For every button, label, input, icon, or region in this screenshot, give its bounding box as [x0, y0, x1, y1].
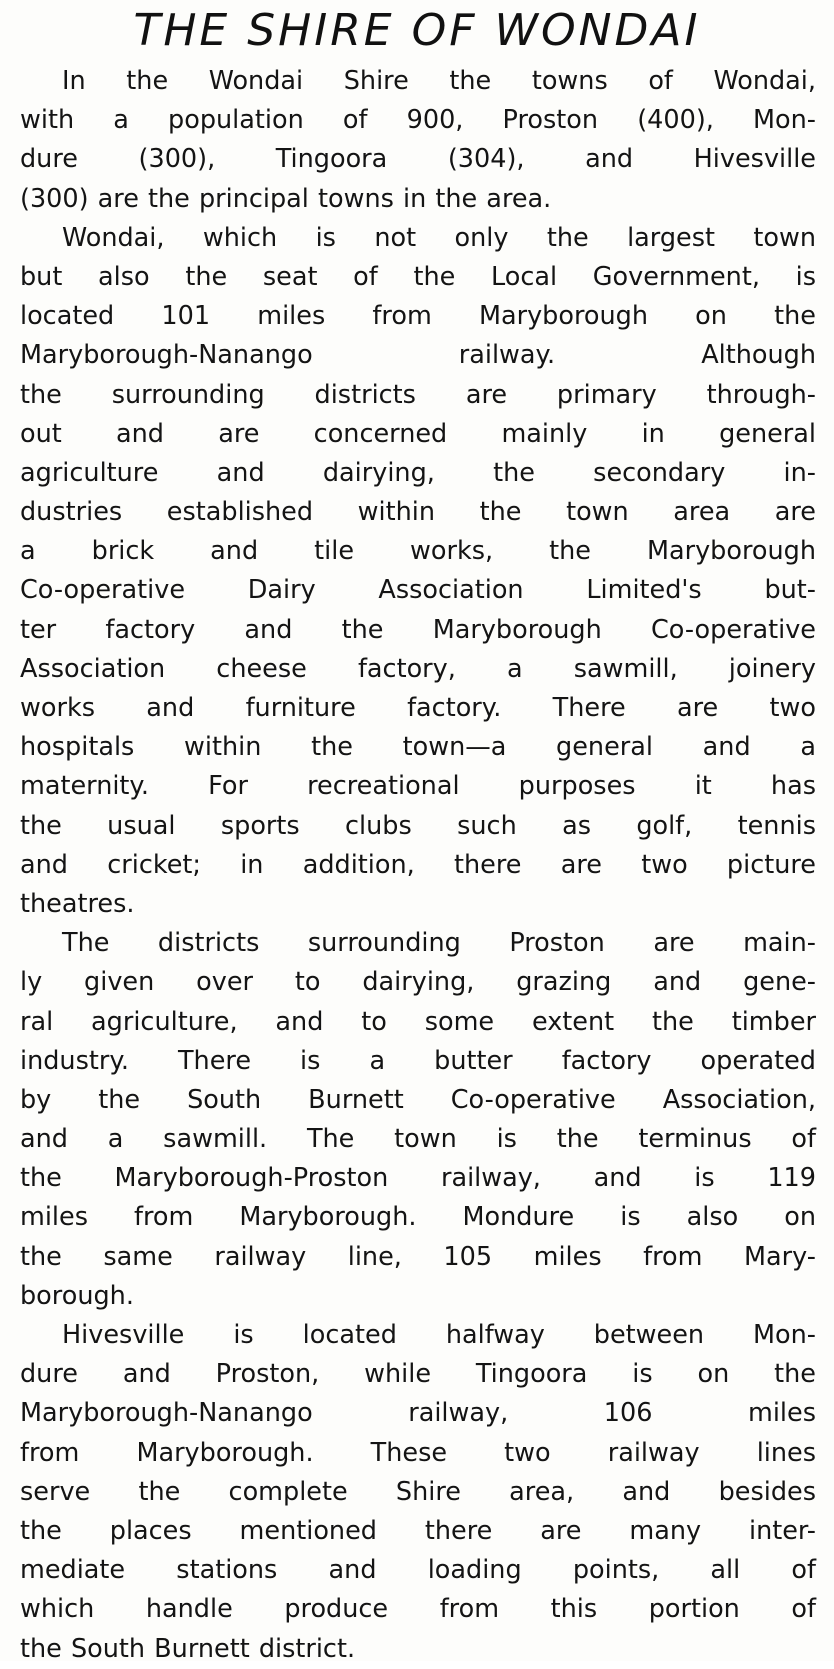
text-line: the usual sports clubs such as golf, tennis	[20, 810, 816, 841]
text-line: Wondai, which is not only the largest town	[62, 222, 816, 253]
text-line: hospitals within the town—a general and a	[20, 732, 816, 763]
text-line: theatres.	[20, 888, 135, 919]
text-line: Hivesville is located halfway between Mon-	[62, 1320, 816, 1350]
text-line: ly given over to dairying, grazing and gene-	[20, 967, 816, 998]
article-body	[20, 62, 816, 1669]
text-line: the surrounding districts are primary through-	[20, 379, 816, 410]
text-line: mediate stations and loading points, all of	[20, 1555, 816, 1586]
text-line: borough.	[20, 1280, 134, 1311]
text-line: the South Burnett district.	[20, 1633, 356, 1664]
text-line: out and are concerned mainly in general	[20, 418, 816, 449]
text-line: with a population of 900, Proston (400), Mon-	[20, 105, 816, 136]
text-line: miles from Maryborough. Mondure is also on	[20, 1202, 816, 1233]
text-line: (300) are the principal towns in the area.	[20, 183, 552, 214]
text-line: ter factory and the Maryborough Co-operative	[20, 614, 816, 645]
text-line: the places mentioned there are many inter-	[20, 1515, 816, 1546]
text-line: which handle produce from this portion of	[20, 1594, 816, 1625]
text-line: Maryborough-Nanango railway, 106 miles	[20, 1398, 816, 1429]
text-line: dustries established within the town area are	[20, 497, 816, 528]
text-line: agriculture and dairying, the secondary in-	[20, 457, 816, 488]
text-line: Association cheese factory, a sawmill, joinery	[20, 653, 816, 684]
text-line: Maryborough-Nanango railway. Although	[20, 340, 816, 371]
text-line: from Maryborough. These two railway lines	[20, 1437, 816, 1468]
text-line: Co-operative Dairy Association Limited's but-	[20, 575, 816, 606]
text-line: ral agriculture, and to some extent the timber	[20, 1006, 816, 1037]
text-line: serve the complete Shire area, and besides	[20, 1476, 816, 1507]
text-line: industry. There is a butter factory operated	[20, 1045, 816, 1076]
text-line: maternity. For recreational purposes it has	[20, 771, 816, 802]
text-line: by the South Burnett Co-operative Association,	[20, 1084, 816, 1115]
text-line: works and furniture factory. There are two	[20, 693, 816, 723]
text-line: The districts surrounding Proston are main-	[62, 928, 816, 959]
text-line: In the Wondai Shire the towns of Wondai,	[62, 66, 816, 96]
text-line: the Maryborough-Proston railway, and is 119	[20, 1163, 816, 1194]
text-line: dure (300), Tingoora (304), and Hivesville	[20, 144, 816, 175]
text-line: the same railway line, 105 miles from Mary-	[20, 1241, 816, 1272]
text-line: and cricket; in addition, there are two picture	[20, 849, 816, 880]
text-line: dure and Proston, while Tingoora is on the	[20, 1359, 816, 1390]
text-line: and a sawmill. The town is the terminus of	[20, 1124, 816, 1155]
text-line: located 101 miles from Maryborough on the	[20, 301, 816, 332]
article-headline: THE SHIRE OF WONDAI	[133, 5, 701, 56]
text-line: but also the seat of the Local Government, is	[20, 261, 816, 292]
text-line: a brick and tile works, the Maryborough	[20, 536, 816, 567]
